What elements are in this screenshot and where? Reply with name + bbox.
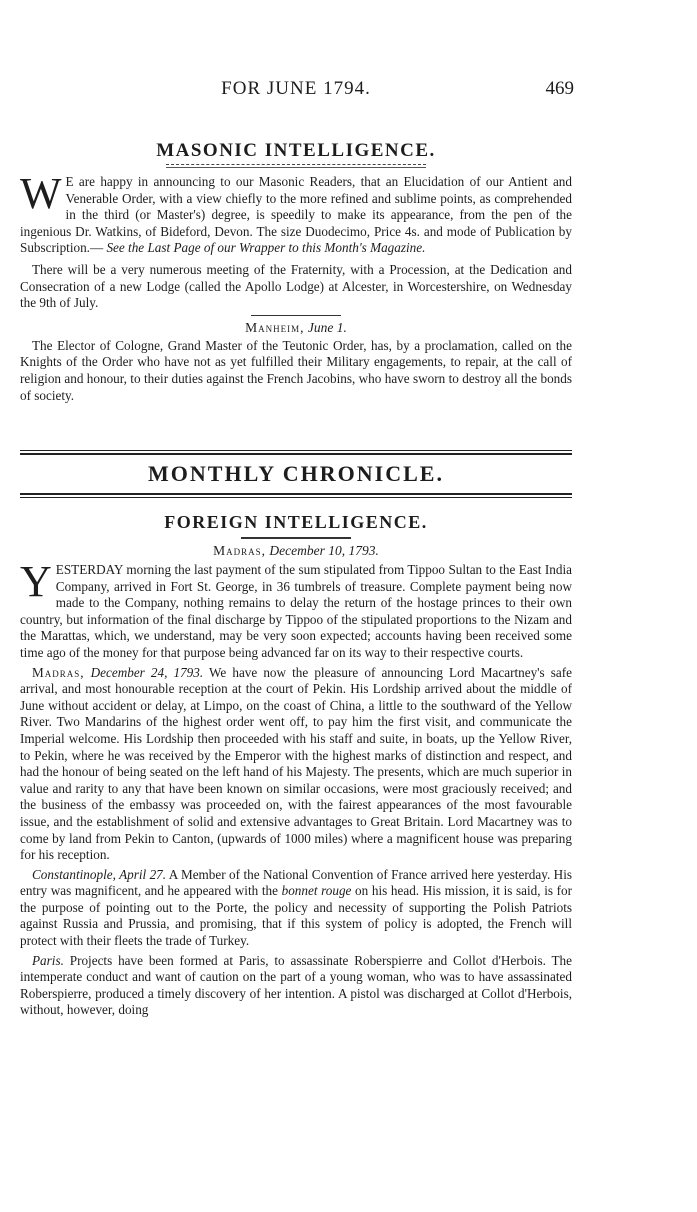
chronicle-paragraph-1	[20, 557, 572, 662]
chronicle-paragraph-1-text: ESTERDAY morning the last payment of the sum stipulated from Tippoo Sultan to the East India Company, arrived in Fort St. George, in 36 tumbrels of treasure. Complete payment being now made to the Company, nothing remains to delay the return of the hostage princes to their own country, but information of the final discharge by Tippoo of the stipulated proportions to the Nizam and the Marattas, which, we understand, may be very soon expected; accounts having been received some time ago of the money for that purpose being advanced far on its way to their respective courts.	[20, 562, 572, 660]
page-number: 469	[545, 78, 574, 99]
masonic-paragraph-2: There will be a very numerous meeting of the Fraternity, with a Procession, at the Dedication and Consecration of a new Lodge (called the Apollo Lodge) at Alcester, in Worcestershire, on Wednesday the 9th of July.	[20, 261, 572, 311]
masonic-heading: MASONIC INTELLIGENCE.	[156, 140, 436, 161]
drop-cap: Y	[20, 557, 52, 606]
chronicle-paragraph-4	[20, 953, 572, 1019]
paragraph-place: Constantinople, April 27.	[32, 866, 167, 882]
chronicle-paragraph-3-text-b: on his head. His mission, it is said, is for the purpose of pointing out to the Porte, the policy and necessity of supporting the Polish Patriots against Russia and Prussia, and promising, that if this system of policy is adopted, the French will protect with their fleets the trade of Turkey.	[20, 883, 573, 949]
paragraph-place: Madras,	[32, 664, 85, 680]
chronicle-section	[20, 450, 572, 1019]
bonnet-rouge: bonnet rouge	[281, 883, 352, 899]
dateline-place: Madras,	[213, 543, 267, 558]
running-title: FOR JUNE 1794.	[221, 78, 371, 99]
drop-cap: W	[20, 169, 62, 218]
manheim-dateline	[20, 320, 572, 336]
chronicle-paragraph-3-text-a: A Member of the National Convention of France arrived here yesterday. His entry was magnificent, and he appeared with the	[20, 866, 572, 899]
dateline-date: June 1.	[307, 319, 347, 335]
short-rule	[251, 315, 341, 316]
chronicle-paragraph-4-text: Projects have been formed at Paris, to assassinate Roberspierre and Collot d'Herbois. The intemperate conduct and want of caution on the part of a young woman, who was to have assassinated Roberspierre, produced a timely discovery of her intention. A pistol was discharged at Collot d'Herbois, without, however, doing	[20, 952, 573, 1018]
ornamental-rule	[166, 164, 426, 168]
masonic-paragraph-1-text: E are happy in announcing to our Masonic Readers, that an Elucidation of our Antient and Venerable Order, with a view chiefly to the more refined and sublime points, as comprehended in the third (or Master's) degree, is speedily to make its appearance, from the pen of the ingenious Dr. Watkins, of Bideford, Devon. The size Duodecimo, Price 4s. and mode of Publication by Subscription.—	[20, 174, 572, 256]
dateline-date: December 10, 1793.	[269, 543, 379, 558]
masonic-section	[20, 140, 572, 404]
paragraph-date: December 24, 1793.	[90, 664, 204, 680]
dateline-place: Manheim,	[245, 319, 305, 335]
double-rule-bottom	[20, 493, 572, 498]
double-rule-top	[20, 450, 572, 455]
running-head	[20, 78, 572, 102]
chronicle-heading: MONTHLY CHRONICLE.	[148, 461, 444, 486]
chronicle-paragraph-2-text: We have now the pleasure of announcing Lord Macartney's safe arrival, and most honourable reception at the court of Pekin. His Lordship arrived about the middle of June without accident or delay, at Limpo, on the coast of China, a little to the southward of the Yellow River. Two Mandarins of the highest order went off, to pay him the first visit, and communicate the Imperial welcome. His Lordship then proceeded with his staff and suite, in boats, up the Yellow River, to Pekin, where he was received by the Emperor with the highest marks of distinction and respect, and had the honour of being seated on the left hand of his Majesty. The presents, which are much superior in value and rarity to any that have been known on similar occasions, were most graciously received; and the business of the embassy was proceeded on, with the fairest appearances of the most favourable issue, and the establishment of solid and extensive advantages to Great Britain. Lord Macartney was to come by land from Pekin to Canton, (upwards of 1000 miles) where a magnificent house was preparing for his reception.	[20, 664, 572, 863]
masonic-paragraph-1	[20, 169, 572, 257]
chronicle-paragraph-3	[20, 867, 572, 950]
masonic-paragraph-3: The Elector of Cologne, Grand Master of the Teutonic Order, has, by a proclamation, called on the Knights of the Order who have not as yet fulfilled their Military engagements, to repair, at the call of religion and honour, to their duties against the French Jacobins, who have sworn to destroy all the bonds of society.	[20, 337, 572, 403]
paragraph-place: Paris.	[32, 952, 64, 968]
foreign-intelligence-heading: FOREIGN INTELLIGENCE.	[164, 512, 428, 532]
chronicle-paragraph-2	[20, 665, 572, 864]
short-rule	[241, 537, 351, 539]
wrapper-note: See the Last Page of our Wrapper to this Month's Magazine.	[106, 240, 426, 256]
madras-dateline	[20, 543, 572, 559]
